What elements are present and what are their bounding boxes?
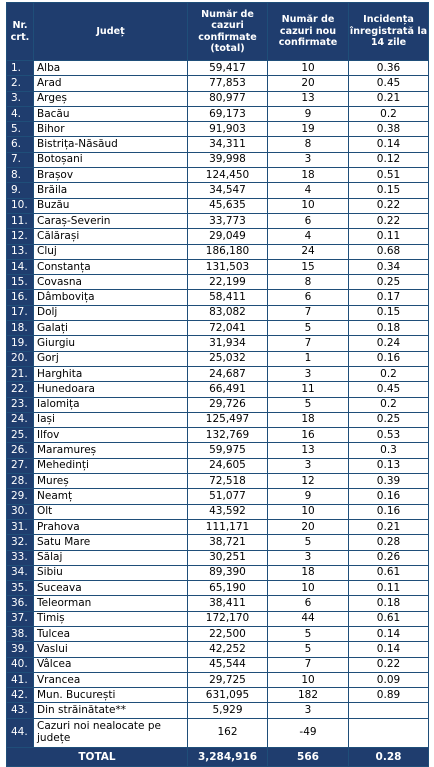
row-number: 14. — [7, 259, 34, 274]
table-row — [7, 611, 429, 626]
total-cases-cell: 51,077 — [188, 489, 268, 504]
total-cases-cell: 34,311 — [188, 137, 268, 152]
table-body — [7, 61, 429, 748]
incidence-cell: 0.14 — [349, 642, 429, 657]
row-number: 34. — [7, 565, 34, 580]
incidence-cell: 0.22 — [349, 657, 429, 672]
row-number: 37. — [7, 611, 34, 626]
row-number: 29. — [7, 489, 34, 504]
county-name: Galați — [34, 321, 188, 336]
table-row — [7, 535, 429, 550]
incidence-cell: 0.25 — [349, 275, 429, 290]
new-cases-cell: 3 — [268, 458, 349, 473]
row-number: 16. — [7, 290, 34, 305]
row-number: 8. — [7, 168, 34, 183]
total-cases-cell: 29,049 — [188, 229, 268, 244]
row-number: 5. — [7, 122, 34, 137]
total-cases-cell: 111,171 — [188, 519, 268, 534]
total-cases-cell: 89,390 — [188, 565, 268, 580]
incidence-cell: 0.09 — [349, 672, 429, 687]
table-row — [7, 489, 429, 504]
county-name: Mureș — [34, 474, 188, 489]
new-cases-cell: 13 — [268, 443, 349, 458]
incidence-cell: 0.14 — [349, 626, 429, 641]
row-number: 4. — [7, 106, 34, 121]
row-number: 32. — [7, 535, 34, 550]
table-row — [7, 688, 429, 703]
total-cases-cell: 38,721 — [188, 535, 268, 550]
county-name: Vâlcea — [34, 657, 188, 672]
county-name: Ilfov — [34, 428, 188, 443]
table-row — [7, 198, 429, 213]
new-cases-cell: 6 — [268, 596, 349, 611]
table-row — [7, 244, 429, 259]
total-cases-cell: 24,687 — [188, 366, 268, 381]
county-name: Alba — [34, 61, 188, 76]
total-cases-cell: 91,903 — [188, 122, 268, 137]
row-number: 33. — [7, 550, 34, 565]
new-cases-cell: 4 — [268, 229, 349, 244]
table-row — [7, 397, 429, 412]
county-name: Dâmbovița — [34, 290, 188, 305]
new-cases-cell: 8 — [268, 275, 349, 290]
new-cases-cell: 15 — [268, 259, 349, 274]
incidence-cell: 0.3 — [349, 443, 429, 458]
table-row — [7, 91, 429, 106]
table-row — [7, 321, 429, 336]
county-name: Suceava — [34, 581, 188, 596]
row-number: 40. — [7, 657, 34, 672]
incidence-cell: 0.34 — [349, 259, 429, 274]
table-row — [7, 137, 429, 152]
table-row — [7, 336, 429, 351]
new-cases-cell: 18 — [268, 168, 349, 183]
incidence-cell: 0.51 — [349, 168, 429, 183]
new-cases-cell: 6 — [268, 290, 349, 305]
table-row — [7, 474, 429, 489]
new-cases-cell: -49 — [268, 718, 349, 747]
incidence-cell: 0.16 — [349, 351, 429, 366]
table-row — [7, 106, 429, 121]
county-name: Din străinătate** — [34, 703, 188, 718]
county-name: Bihor — [34, 122, 188, 137]
header-judet: Județ — [34, 3, 188, 61]
row-number: 13. — [7, 244, 34, 259]
new-cases-cell: 13 — [268, 91, 349, 106]
incidence-cell: 0.2 — [349, 397, 429, 412]
new-cases-cell: 12 — [268, 474, 349, 489]
incidence-cell: 0.2 — [349, 106, 429, 121]
total-cases-cell: 77,853 — [188, 76, 268, 91]
incidence-cell: 0.16 — [349, 489, 429, 504]
row-number: 39. — [7, 642, 34, 657]
incidence-cell: 0.11 — [349, 581, 429, 596]
county-name: Botoșani — [34, 152, 188, 167]
incidence-cell: 0.14 — [349, 137, 429, 152]
covid-county-table — [6, 2, 429, 767]
row-number: 28. — [7, 474, 34, 489]
total-cases-cell: 30,251 — [188, 550, 268, 565]
incidence-cell: 0.11 — [349, 229, 429, 244]
total-cases-cell: 131,503 — [188, 259, 268, 274]
total-cases-cell: 631,095 — [188, 688, 268, 703]
new-cases-cell: 7 — [268, 657, 349, 672]
new-cases-cell: 10 — [268, 61, 349, 76]
incidence-cell — [349, 703, 429, 718]
table-row — [7, 213, 429, 228]
total-cases-cell: 69,173 — [188, 106, 268, 121]
incidence-cell: 0.38 — [349, 122, 429, 137]
new-cases-cell: 7 — [268, 336, 349, 351]
row-number: 25. — [7, 428, 34, 443]
table-row — [7, 382, 429, 397]
incidence-cell: 0.68 — [349, 244, 429, 259]
table-row — [7, 76, 429, 91]
county-name: Călărași — [34, 229, 188, 244]
table-row — [7, 581, 429, 596]
row-number: 35. — [7, 581, 34, 596]
table-row — [7, 550, 429, 565]
incidence-cell: 0.15 — [349, 183, 429, 198]
county-name: Neamț — [34, 489, 188, 504]
county-name: Satu Mare — [34, 535, 188, 550]
total-cases-cell: 34,547 — [188, 183, 268, 198]
table-row — [7, 443, 429, 458]
row-number: 9. — [7, 183, 34, 198]
row-number: 21. — [7, 366, 34, 381]
total-label: TOTAL — [7, 747, 188, 766]
incidence-cell: 0.22 — [349, 198, 429, 213]
table-row — [7, 152, 429, 167]
county-name: Cluj — [34, 244, 188, 259]
incidence-cell: 0.13 — [349, 458, 429, 473]
new-cases-cell: 6 — [268, 213, 349, 228]
county-name: Mun. București — [34, 688, 188, 703]
new-cases-cell: 19 — [268, 122, 349, 137]
incidence-cell: 0.45 — [349, 382, 429, 397]
county-name: Timiș — [34, 611, 188, 626]
incidence-cell: 0.39 — [349, 474, 429, 489]
incidence-cell: 0.17 — [349, 290, 429, 305]
total-cases-cell: 29,725 — [188, 672, 268, 687]
incidence-cell: 0.61 — [349, 565, 429, 580]
row-number: 23. — [7, 397, 34, 412]
table-row — [7, 259, 429, 274]
table-row — [7, 275, 429, 290]
incidence-cell: 0.15 — [349, 305, 429, 320]
county-name: Sibiu — [34, 565, 188, 580]
new-cases-cell: 3 — [268, 152, 349, 167]
row-number: 42. — [7, 688, 34, 703]
county-name: Tulcea — [34, 626, 188, 641]
new-cases-cell: 4 — [268, 183, 349, 198]
incidence-cell: 0.12 — [349, 152, 429, 167]
incidence-cell: 0.45 — [349, 76, 429, 91]
incidence-cell: 0.21 — [349, 91, 429, 106]
county-name: Vrancea — [34, 672, 188, 687]
new-cases-cell: 18 — [268, 565, 349, 580]
new-cases-cell: 8 — [268, 137, 349, 152]
total-cases-cell: 72,518 — [188, 474, 268, 489]
incidence-cell: 0.53 — [349, 428, 429, 443]
new-cases-cell: 9 — [268, 106, 349, 121]
row-number: 1. — [7, 61, 34, 76]
row-number: 3. — [7, 91, 34, 106]
row-number: 31. — [7, 519, 34, 534]
new-cases-cell: 7 — [268, 305, 349, 320]
table-row — [7, 718, 429, 747]
row-number: 12. — [7, 229, 34, 244]
header-incidenta: Incidența înregistrată la 14 zile — [349, 3, 429, 61]
incidence-cell: 0.16 — [349, 504, 429, 519]
total-cases-cell: 58,411 — [188, 290, 268, 305]
new-cases-cell: 5 — [268, 321, 349, 336]
county-name: Harghita — [34, 366, 188, 381]
county-name: Sălaj — [34, 550, 188, 565]
total-cases-cell: 22,500 — [188, 626, 268, 641]
row-number: 20. — [7, 351, 34, 366]
table-row — [7, 428, 429, 443]
total-cases-cell: 29,726 — [188, 397, 268, 412]
new-cases-cell: 5 — [268, 626, 349, 641]
county-name: Covasna — [34, 275, 188, 290]
header-noi: Număr de cazuri nou confirmate — [268, 3, 349, 61]
total-cases-cell: 24,605 — [188, 458, 268, 473]
county-name: Bistrița-Năsăud — [34, 137, 188, 152]
table-row — [7, 626, 429, 641]
new-cases-cell: 3 — [268, 550, 349, 565]
county-name: Caraș-Severin — [34, 213, 188, 228]
total-cases-cell: 45,635 — [188, 198, 268, 213]
row-number: 11. — [7, 213, 34, 228]
row-number: 38. — [7, 626, 34, 641]
table-row — [7, 412, 429, 427]
new-cases-cell: 5 — [268, 642, 349, 657]
county-name: Iași — [34, 412, 188, 427]
total-incidence: 0.28 — [349, 747, 429, 766]
total-cases-cell: 22,199 — [188, 275, 268, 290]
incidence-cell: 0.61 — [349, 611, 429, 626]
table-row — [7, 642, 429, 657]
total-cases-cell: 5,929 — [188, 703, 268, 718]
total-row — [7, 747, 429, 766]
row-number: 30. — [7, 504, 34, 519]
new-cases-cell: 44 — [268, 611, 349, 626]
county-name: Hunedoara — [34, 382, 188, 397]
row-number: 24. — [7, 412, 34, 427]
table-row — [7, 657, 429, 672]
row-number: 15. — [7, 275, 34, 290]
table-row — [7, 122, 429, 137]
row-number: 22. — [7, 382, 34, 397]
row-number: 44. — [7, 718, 34, 747]
total-cases-cell: 59,975 — [188, 443, 268, 458]
new-cases-cell: 1 — [268, 351, 349, 366]
county-name: Brăila — [34, 183, 188, 198]
incidence-cell: 0.25 — [349, 412, 429, 427]
total-cases-cell: 124,450 — [188, 168, 268, 183]
county-name: Mehedinți — [34, 458, 188, 473]
row-number: 2. — [7, 76, 34, 91]
table-row — [7, 290, 429, 305]
new-cases-cell: 10 — [268, 504, 349, 519]
total-cases-cell: 43,592 — [188, 504, 268, 519]
new-cases-cell: 10 — [268, 581, 349, 596]
total-cases-cell: 83,082 — [188, 305, 268, 320]
county-name: Brașov — [34, 168, 188, 183]
total-cases-cell: 162 — [188, 718, 268, 747]
total-cases: 3,284,916 — [188, 747, 268, 766]
table-row — [7, 504, 429, 519]
table-row — [7, 229, 429, 244]
total-cases-cell: 42,252 — [188, 642, 268, 657]
table-row — [7, 61, 429, 76]
county-name: Prahova — [34, 519, 188, 534]
row-number: 19. — [7, 336, 34, 351]
county-name: Arad — [34, 76, 188, 91]
county-name: Gorj — [34, 351, 188, 366]
incidence-cell: 0.89 — [349, 688, 429, 703]
county-name: Buzău — [34, 198, 188, 213]
new-cases-cell: 182 — [268, 688, 349, 703]
table-row — [7, 703, 429, 718]
row-number: 43. — [7, 703, 34, 718]
total-cases-cell: 125,497 — [188, 412, 268, 427]
county-name: Bacău — [34, 106, 188, 121]
new-cases-cell: 20 — [268, 76, 349, 91]
total-cases-cell: 172,170 — [188, 611, 268, 626]
incidence-cell — [349, 718, 429, 747]
incidence-cell: 0.28 — [349, 535, 429, 550]
new-cases-cell: 10 — [268, 672, 349, 687]
row-number: 41. — [7, 672, 34, 687]
incidence-cell: 0.24 — [349, 336, 429, 351]
table-row — [7, 596, 429, 611]
county-name: Argeș — [34, 91, 188, 106]
new-cases-cell: 20 — [268, 519, 349, 534]
total-cases-cell: 38,411 — [188, 596, 268, 611]
table-row — [7, 458, 429, 473]
total-cases-cell: 25,032 — [188, 351, 268, 366]
row-number: 17. — [7, 305, 34, 320]
total-cases-cell: 39,998 — [188, 152, 268, 167]
total-new: 566 — [268, 747, 349, 766]
row-number: 26. — [7, 443, 34, 458]
table-row — [7, 305, 429, 320]
new-cases-cell: 11 — [268, 382, 349, 397]
incidence-cell: 0.21 — [349, 519, 429, 534]
header-nr: Nr. crt. — [7, 3, 34, 61]
row-number: 18. — [7, 321, 34, 336]
county-name: Olt — [34, 504, 188, 519]
new-cases-cell: 10 — [268, 198, 349, 213]
county-name: Constanța — [34, 259, 188, 274]
header-row — [7, 3, 429, 61]
total-cases-cell: 72,041 — [188, 321, 268, 336]
county-name: Teleorman — [34, 596, 188, 611]
county-name: Ialomița — [34, 397, 188, 412]
county-name: Cazuri noi nealocate pe județe — [34, 718, 188, 747]
new-cases-cell: 24 — [268, 244, 349, 259]
incidence-cell: 0.22 — [349, 213, 429, 228]
row-number: 36. — [7, 596, 34, 611]
row-number: 7. — [7, 152, 34, 167]
new-cases-cell: 3 — [268, 366, 349, 381]
total-cases-cell: 31,934 — [188, 336, 268, 351]
county-name: Dolj — [34, 305, 188, 320]
row-number: 6. — [7, 137, 34, 152]
table-row — [7, 565, 429, 580]
incidence-cell: 0.2 — [349, 366, 429, 381]
new-cases-cell: 16 — [268, 428, 349, 443]
table-row — [7, 168, 429, 183]
county-name: Vaslui — [34, 642, 188, 657]
total-cases-cell: 186,180 — [188, 244, 268, 259]
row-number: 10. — [7, 198, 34, 213]
total-cases-cell: 33,773 — [188, 213, 268, 228]
total-cases-cell: 65,190 — [188, 581, 268, 596]
header-total: Număr de cazuri confirmate (total) — [188, 3, 268, 61]
total-cases-cell: 66,491 — [188, 382, 268, 397]
table-row — [7, 672, 429, 687]
new-cases-cell: 5 — [268, 535, 349, 550]
new-cases-cell: 3 — [268, 703, 349, 718]
total-cases-cell: 132,769 — [188, 428, 268, 443]
table-row — [7, 366, 429, 381]
total-cases-cell: 45,544 — [188, 657, 268, 672]
total-cases-cell: 80,977 — [188, 91, 268, 106]
incidence-cell: 0.18 — [349, 596, 429, 611]
incidence-cell: 0.26 — [349, 550, 429, 565]
total-cases-cell: 59,417 — [188, 61, 268, 76]
incidence-cell: 0.18 — [349, 321, 429, 336]
incidence-cell: 0.36 — [349, 61, 429, 76]
new-cases-cell: 5 — [268, 397, 349, 412]
new-cases-cell: 9 — [268, 489, 349, 504]
new-cases-cell: 18 — [268, 412, 349, 427]
table-row — [7, 183, 429, 198]
row-number: 27. — [7, 458, 34, 473]
county-name: Maramureș — [34, 443, 188, 458]
table-row — [7, 351, 429, 366]
table-row — [7, 519, 429, 534]
county-name: Giurgiu — [34, 336, 188, 351]
